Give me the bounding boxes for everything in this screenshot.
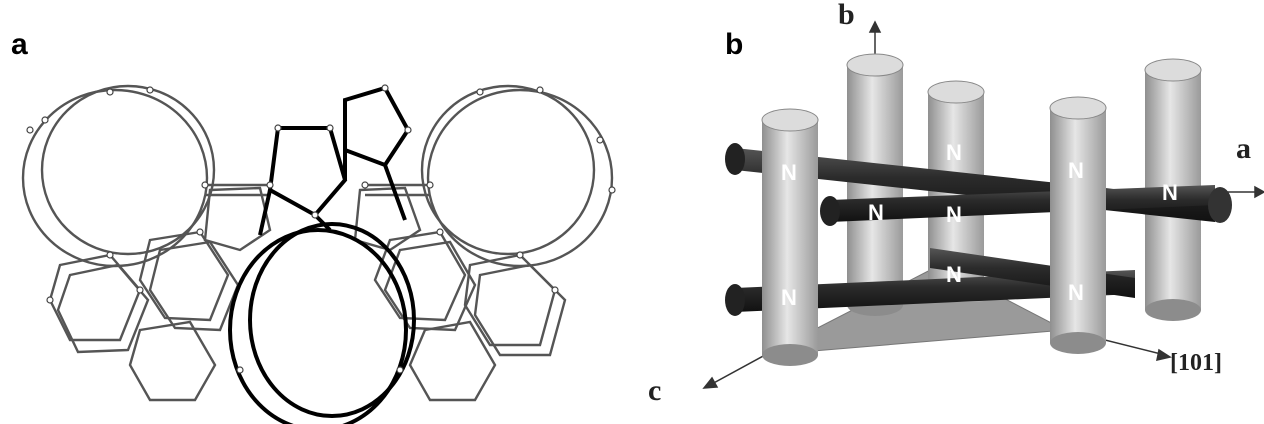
n-node: N [946,202,962,227]
n-node: N [1068,280,1084,305]
n-node: N [781,160,797,185]
n-node: N [1162,180,1178,205]
light-rod-front-2 [1050,97,1106,354]
panel-b-label: b [725,28,744,61]
axis-101-label: [101] [1170,350,1222,376]
framework-light-network [23,86,612,400]
n-node: N [868,200,884,225]
panel-b-rod-packing [640,0,1264,424]
axis-b-label: b [838,0,855,31]
light-rod-front-1 [762,109,818,366]
panel-a-label: a [11,28,28,61]
n-node: N [1068,158,1084,183]
n-node: N [946,262,962,287]
axis-a-label: a [1236,132,1251,165]
n-node: N [781,285,797,310]
axis-c-label: c [648,374,662,407]
framework-dark-cage [230,88,414,424]
n-node: N [946,140,962,165]
